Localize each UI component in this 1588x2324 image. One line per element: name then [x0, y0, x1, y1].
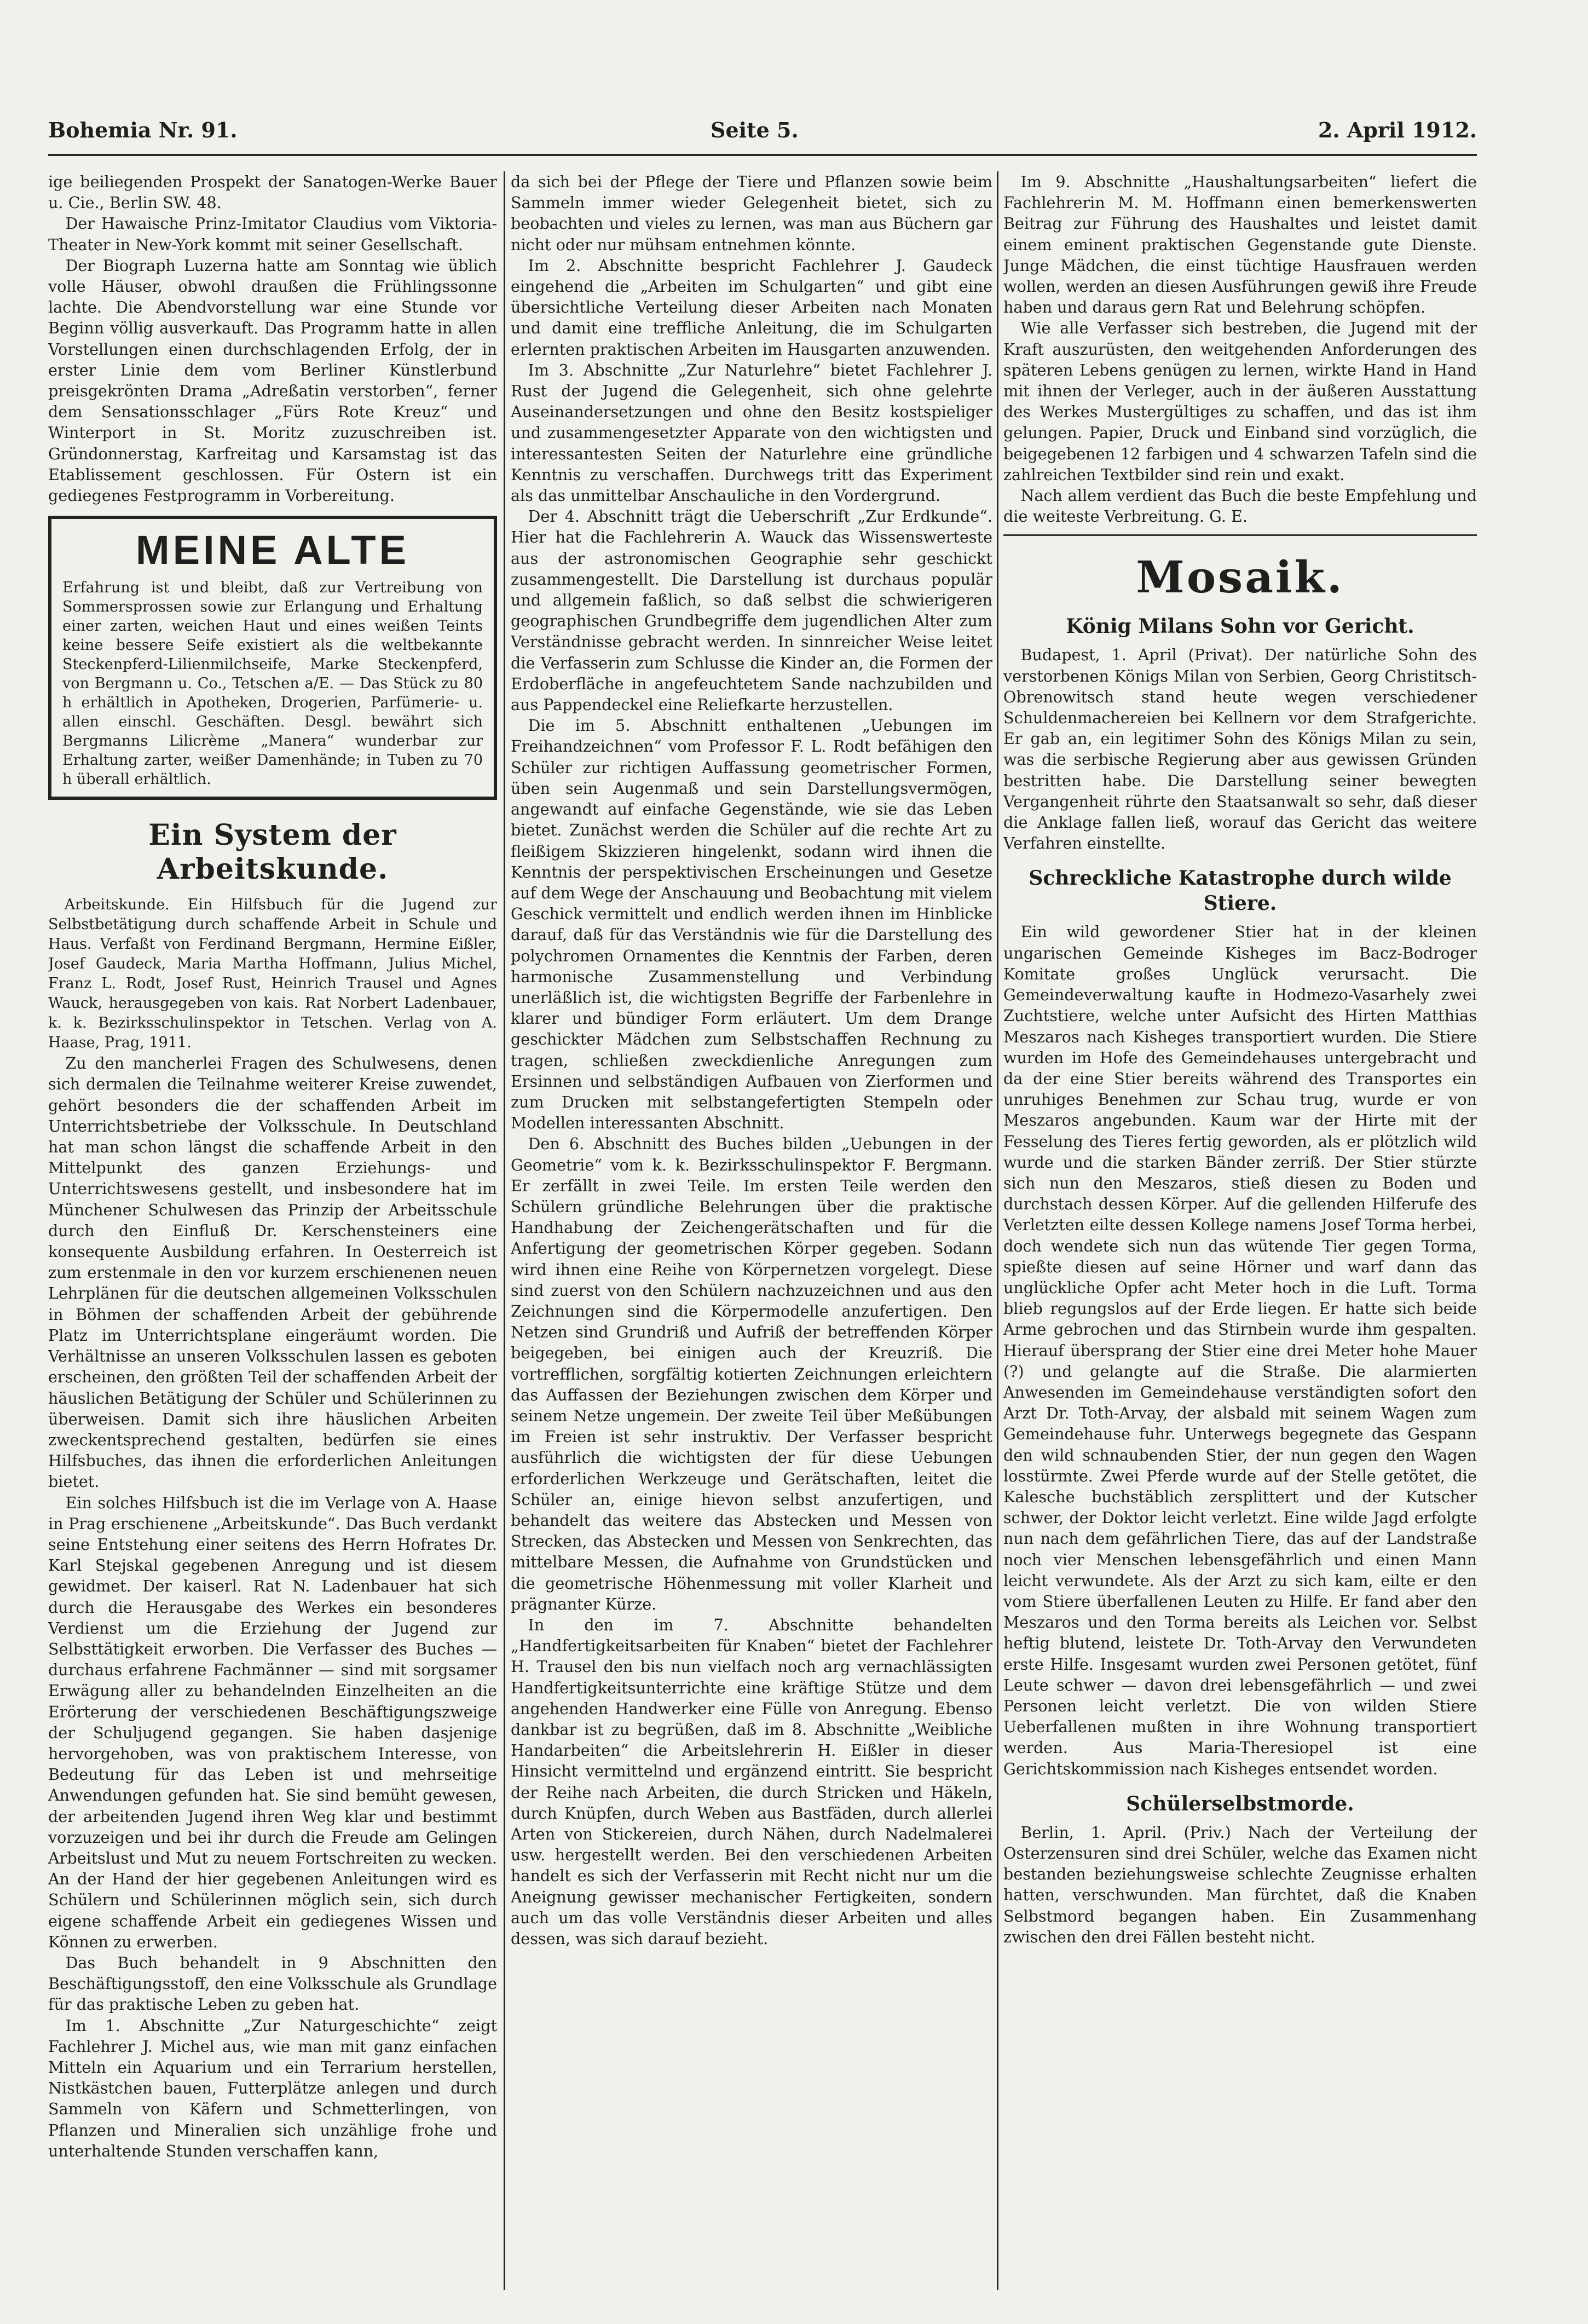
article-paragraph: Im 2. Abschnitte bespricht Fachlehrer J. Gaudeck eingehend die „Arbeiten im Schulgarten“ und gibt eine übersichtliche Verteilung dieser Arbeiten nach Monaten und damit eine treffliche Anleitung, die im Schulgarten erlernten praktischen Arbeiten im Hausgarten anzuwenden. — [511, 256, 992, 359]
section-heading-mosaik: Mosaik. — [1136, 551, 1344, 603]
advertisement-box — [48, 516, 497, 800]
column-3 — [1003, 171, 1477, 2296]
sanatogen-note: ige beiliegenden Prospekt der Sanatogen-Werke Bauer u. Cie., Berlin SW. 48. — [48, 172, 497, 212]
article-paragraph: Der 4. Abschnitt trägt die Ueberschrift „Zur Erdkunde“. Hier hat die Fachlehrerin A. Wauck das Wissenswerteste aus der astronomischen Geographie sehr geschickt zusammengestellt. Die Darstellung ist durchaus populär und allgemein faßlich, so daß selbst die schwierigeren geographischen Grundbegriffe dem jugendlichen Alter zum Verständnisse gebracht werden. In sinnreicher Weise leitet die Verfasserin zum Schlusse die Kinder an, die Formen der Erdoberfläche in angefeuchtetem Sande nachzubilden und aus Pappendeckel eine Reliefkarte herzustellen. — [511, 507, 992, 714]
newspaper-page — [48, 118, 1477, 2297]
biograph-note: Der Biograph Luzerna hatte am Sonntag wie üblich volle Häuser, obwohl draußen die Frühlingssonne lachte. Die Abendvorstellung war eine Stunde vor Beginn völlig ausverkauft. Das Programm hatte in allen Vorstellungen einen durchschlagenden Erfolg, der in erster Linie dem vom Berliner Künstlerbund preisgekrönten Drama „Adreßatin verstorben“, ferner dem Sensationsschlager „Fürs Rote Kreuz“ und Winterport in St. Moritz zuzuschreiben ist. Gründonnerstag, Karfreitag und Karsamstag ist das Etablissement geschlossen. Für Ostern ist ein gediegenes Festprogramm in Vorbereitung. — [48, 256, 497, 505]
header-page-number: Seite 5. — [711, 118, 799, 142]
header-paper-issue: Bohemia Nr. 91. — [48, 118, 238, 142]
article-paragraph: Ein solches Hilfsbuch ist die im Verlage von A. Haase in Prag erschienene „Arbeitskunde“. Das Buch verdankt seine Entstehung einer seitens des Herrn Hofrates Dr. Karl Stejskal gegebenen Anregung und ist diesem gewidmet. Der kaiserl. Rat N. Ladenbauer hat sich durch die Herausgabe des Werkes ein besonderes Verdienst um die Erziehung der Jugend zur Selbsttätigkeit erworben. Die Verfasser des Buches — durchaus erfahrene Fachmänner — sind mit sorgsamer Erwägung aller zu behandelnden Einzelheiten an die Erörterung der verschiedenen Beschäftigungszweige der Schuljugend gegangen. Sie haben dasjenige hervorgehoben, was von praktischem Interesse, von Bedeutung für das Leben ist und mehrseitige Anwendungen gefunden hat. Sie sind bemüht gewesen, der arbeitenden Jugend ihren Weg klar und bestimmt vorzuzeigen und bei ihr durch die Freude am Gelingen Arbeitslust und Mut zu neuem Fortschreiten zu wecken. An der Hand der hier gegebenen Anleitungen wird es Schülern und Schülerinnen möglich sein, sich durch eigene schaffende Arbeit ein gediegenes Wissen und Können zu erwerben. — [48, 1493, 497, 1951]
article-paragraph: Das Buch behandelt in 9 Abschnitten den Beschäftigungsstoff, den eine Volksschule als Grundlage für das praktische Leben zu geben hat. — [48, 1953, 497, 2014]
book-reference: Arbeitskunde. Ein Hilfsbuch für die Jugend zur Selbstbetätigung durch schaffende Arbeit in Schule und Haus. Verfaßt von Ferdinand Bergmann, Hermine Eißler, Josef Gaudeck, Maria Martha Hoffmann, Julius Michel, Franz L. Rodt, Josef Rust, Heinrich Trausel und Agnes Wauck, herausgegeben von kais. Rat Norbert Ladenbauer, k. k. Bezirksschulinspektor in Tetschen. Verlag von A. Haase, Prag, 1911. — [48, 896, 497, 1052]
column-divider-1 — [504, 171, 505, 2290]
article-paragraph: In den im 7. Abschnitte behandelten „Handfertigkeitsarbeiten für Knaben“ bietet der Fachlehrer H. Trausel den bis nun vielfach noch arg vernachlässigten Handfertigkeitsunterrichte eine kräftige Stütze und dem angehenden Handwerker eine Fülle von Anregung. Ebenso dankbar ist zu begrüßen, daß im 8. Abschnitte „Weibliche Handarbeiten“ die Arbeitslehrerin H. Eißler in dieser Hinsicht vermittelnd und ergänzend eintritt. Sie bespricht der Reihe nach Arbeiten, die durch Stricken und Häkeln, durch Knüpfen, durch Weben aus Bastfäden, durch allerlei Arten von Stickereien, durch Nähen, durch Nadelmalerei usw. hergestellt werden. Bei den verschiedenen Arbeiten handelt es sich der Verfasserin mit Recht nicht nur um die Aneignung gewisser mechanischer Fertigkeiten, sondern auch um das volle Verständnis dieser Arbeiten und alles dessen, was sich darauf bezieht. — [511, 1616, 992, 1948]
claudius-note: Der Hawaische Prinz-Imitator Claudius vom Viktoria-Theater in New-York kommt mit seiner Gesellschaft. — [48, 214, 497, 254]
article-paragraph: Im 9. Abschnitte „Haushaltungsarbeiten“ liefert die Fachlehrerin M. M. Hoffmann einen bemerkenswerten Beitrag zur Führung des Haushaltes und leistet damit einem eminent praktischen Gegenstande gute Dienste. Junge Mädchen, die einst tüchtige Hausfrauen werden wollen, werden an diesen Ausführungen gewiß ihre Freude haben und daraus gern Rat und Belehrung schöpfen. — [1003, 172, 1477, 317]
header-date: 2. April 1912. — [1318, 118, 1477, 142]
article-paragraph: da sich bei der Pflege der Tiere und Pflanzen sowie beim Sammeln immer wieder Gelegenheit bietet, sich zu beobachten und vieles zu lernen, was man aus Büchern gar nicht oder nur mühsam entnehmen könnte. — [511, 172, 992, 254]
column-2 — [511, 171, 992, 2296]
article-paragraph: Die im 5. Abschnitt enthaltenen „Uebungen im Freihandzeichnen“ vom Professor F. L. Rodt befähigen den Schüler zur richtigen Auffassung geometrischer Formen, üben sein Augenmaß und sein Darstellungsvermögen, angewandt auf einfache Gegenstände, wie sie das Leben bietet. Zunächst werden die Schüler auf die rechte Art zu fleißigem Skizzieren hingelenkt, sodann wird ihnen die Kenntnis der perspektivischen Erscheinungen und Gesetze auf dem Wege der Anschauung und Beobachtung mit vielem Geschick vermittelt und endlich werden ihnen im Hinblicke darauf, daß für das Verständnis wie für die Darstellung des polychromen Ornamentes die Kenntnis der Farben, deren harmonische Zusammenstellung und Verbindung unerläßlich ist, die wichtigsten Begriffe der Farbenlehre in klarer und bündiger Form erläutert. Um dem Drange geschickter Mädchen zum Selbstschaffen Rechnung zu tragen, schließen zweckdienliche Anregungen zum Ersinnen und selbständigen Aufbauen von Zierformen und zum Drucken mit selbstangefertigten Stempeln oder Modellen interessanten Abschnitt. — [511, 716, 992, 1133]
header-rule — [48, 154, 1477, 156]
article-paragraph: Berlin, 1. April. (Priv.) Nach der Verteilung der Osterzensuren sind drei Schüler, welche das Examen nicht bestanden beziehungsweise schlechte Zeugnisse erhalten hatten, verschwunden. Man fürchtet, daß die Knaben Selbstmord begangen haben. Ein Zusammenhang zwischen den drei Fällen besteht nicht. — [1003, 1823, 1477, 1946]
article-paragraph: Im 3. Abschnitte „Zur Naturlehre“ bietet Fachlehrer J. Rust der Jugend die Gelegenheit, sich ohne gelehrte Auseinandersetzungen und ohne den Besitz kostspieliger und zusammengesetzter Apparate von den wichtigsten und interessantesten Seiten der Naturlehre eine gründliche Kenntnis zu verschaffen. Durchwegs tritt das Experiment als das unmittelbar Anschauliche in den Vordergrund. — [511, 360, 992, 505]
article-paragraph: Den 6. Abschnitt des Buches bilden „Uebungen in der Geometrie“ vom k. k. Bezirksschulinspektor F. Bergmann. Er zerfällt in zwei Teile. Im ersten Teile werden den Schülern gründliche Belehrungen über die praktische Handhabung der Zeichengerätschaften und für die Anfertigung der geometrischen Körper gegeben. Sodann wird ihnen eine Reihe von Körpernetzen vorgelegt. Diese sind zuerst von den Schülern nachzuzeichnen und aus den Zeichnungen sind die Körpermodelle anzufertigen. Den Netzen sind Grundriß und Aufriß der betreffenden Körper beigegeben, bei einigen auch der Kreuzriß. Die vortrefflichen, sorgfältig kotierten Zeichnungen erleichtern das Auffassen der Beziehungen zwischen dem Körper und seinem Netze ungemein. Der zweite Teil über Meßübungen im Freien ist sehr instruktiv. Der Verfasser bespricht ausführlich die wichtigsten der für diese Uebungen erforderlichen Werkzeuge und Gerätschaften, leitet die Schüler an, einige hievon selbst anzufertigen, und behandelt das weitere das Abstecken und Messen von Strecken, das Abstecken und Messen von Senkrechten, das mittelbare Messen, die Aufnahme von Grundstücken und die geometrische Höhenmessung mit voller Klarheit und prägnanter Kürze. — [511, 1134, 992, 1613]
article-paragraph: Im 1. Abschnitte „Zur Naturgeschichte“ zeigt Fachlehrer J. Michel aus, wie man mit ganz einfachen Mitteln ein Aquarium und ein Terrarium herstellen, Nistkästchen bauen, Futterplätze anlegen und durch Sammeln von Käfern und Schmetterlingen, von Pflanzen und Mineralien sich unzählige frohe und unterhaltende Stunden verschaffen kann, — [48, 2016, 497, 2160]
article-heading-milan: König Milans Sohn vor Gericht. — [1066, 615, 1414, 638]
article-heading-schueler: Schülerselbstmorde. — [1126, 1792, 1354, 1815]
article-paragraph: Budapest, 1. April (Privat). Der natürliche Sohn des verstorbenen Königs Milan von Serbien, Georg Christitsch-Obrenowitsch stand heute wegen verschiedener Schuldenmachereien bei Kellnern vor dem Strafgerichte. Er gab an, ein legitimer Sohn des Königs Milan zu sein, was die serbische Regierung aber aus gewissen Gründen bestritten habe. Die Darstellung seiner bewegten Vergangenheit rührte den Staatsanwalt so sehr, daß dieser die Anklage fallen ließ, worauf das Gericht das weitere Verfahren einstellte. — [1003, 645, 1477, 853]
article-paragraph: Ein wild gewordener Stier hat in der kleinen ungarischen Gemeinde Kisheges im Bacz-Bodroger Komitate großes Unglück verursacht. Die Gemeindeverwaltung kaufte in Hodmezo-Vasarhely zwei Zuchtstiere, welche unter Aufsicht des Hirten Matthias Meszaros nach Kisheges transportiert wurden. Die Stiere wurden im Hofe des Gemeindehauses untergebracht und da der eine Stier bereits während des Transportes ein unruhiges Benehmen zur Schau trug, wurde er von Meszaros angebunden. Kaum war der Hirte mit der Fesselung des Tieres fertig geworden, als er plötzlich wild wurde und die starken Bänder zerriß. Der Stier stürzte sich nun den Meszaros, stieß diesen zu Boden und durchstach dessen Körper. Auf die gellenden Hilferufe des Verletzten eilte dessen Kollege namens Josef Torma herbei, doch wendete sich nun das wütende Tier gegen Torma, spießte diesen auf seine Hörner und warf dann das unglückliche Opfer acht Meter hoch in die Luft. Torma blieb regungslos auf der Erde liegen. Er hatte sich beide Arme gebrochen und das Stirnbein wurde ihm gespalten. Hierauf übersprang der Stier eine drei Meter hohe Mauer (?) und gelangte auf die Straße. Die alarmierten Anwesenden im Gemeindehause verständigten sofort den Arzt Dr. Toth-Arvay, der alsbald mit seinem Wagen zum Gemeindehause fuhr. Unterwegs begegnete das Gespann den wild schnaubenden Stier, der nun gegen den Wagen losstürmte. Zwei Pferde wurde auf der Stelle getötet, die Kalesche buchstäblich zersplittert und der Kutscher schwer, der Doktor leicht verletzt. Eine wilde Jagd erfolgte nun nach dem gefährlichen Tiere, das auf der Landstraße noch vier Menschen lebensgefährlich und einen Mann leicht verwundete. Als der Arzt zu sich kam, eilte er den vom Stiere überfallenen Leuten zu Hilfe. Er fand aber den Meszaros und den Torma bereits als Leichen vor. Selbst heftig blutend, leistete Dr. Toth-Arvay den Verwundeten erste Hilfe. Insgesamt wurden zwei Personen getötet, fünf Leute schwer — davon drei lebensgefährlich — und zwei Personen leicht verletzt. Die von wilden Stiere Ueberfallenen mußten in ihre Wohnung transportiert werden. Aus Maria-Theresiopel ist eine Gerichtskommission nach Kisheges entsendet worden. — [1003, 922, 1477, 1778]
advertisement-title: MEINE ALTE — [136, 527, 409, 573]
article-heading-stiere: Schreckliche Katastrophe durch wilde Stiere. — [1029, 867, 1452, 915]
column-1 — [48, 171, 497, 2296]
advertisement-text: Erfahrung ist und bleibt, daß zur Vertreibung von Sommersprossen sowie zur Erlangung und Erhaltung einer zarten, weichen Haut und eines weißen Teints keine bessere Seife existiert als die weltbekannte Steckenpferd-Lilienmilchseife, Marke Steckenpferd, von Bergmann u. Co., Tetschen a/E. — Das Stück zu 80 h erhältlich in Apotheken, Drogerien, Parfümerie- u. allen einschl. Geschäften. Desgl. bewährt sich Bergmanns Lilicrème „Manera“ wunderbar zur Erhaltung zarter, weißer Damenhände; in Tuben zu 70 h überall erhältlich. — [62, 579, 483, 788]
article-heading-arbeitskunde: Ein System der Arbeitskunde. — [148, 818, 397, 886]
page-header — [48, 118, 1477, 153]
article-paragraph: Wie alle Verfasser sich bestreben, die Jugend mit der Kraft auszurüsten, den weitgehenden Anforderungen des späteren Lebens genügen zu lernen, wirkte Hand in Hand mit ihnen der Verleger, auch in der äußeren Ausstattung des Werkes Mustergültiges zu schaffen, und das ist ihm gelungen. Papier, Druck und Einband sind vorzüglich, die beigegebenen 12 farbigen und 4 schwarzen Tafeln sind die zahlreichen Textbilder sind rein und exakt. — [1003, 319, 1477, 484]
section-rule — [1003, 534, 1477, 536]
column-divider-2 — [997, 171, 998, 2290]
article-paragraph: Zu den mancherlei Fragen des Schulwesens, denen sich dermalen die Teilnahme weiterer Kreise zuwendet, gehört besonders die der schaffenden Arbeit im Unterrichtsbetriebe der Volksschule. In Deutschland hat man schon längst die schaffende Arbeit in den Mittelpunkt des ganzen Erziehungs- und Unterrichtswesens gestellt, und insbesondere hat im Münchener Schulwesen das Prinzip der Arbeitsschule durch den Einfluß Dr. Kerschensteiners eine konsequente Ausbildung erfahren. In Oesterreich ist zum erstenmale in den vor kurzem erschienenen neuen Lehrplänen für die deutschen allgemeinen Volksschulen in Böhmen der schaffenden Arbeit der gebührende Platz im Unterrichtsplane eingeräumt worden. Die Verhältnisse an unseren Volksschulen lassen es geboten erscheinen, den größten Teil der schaffenden Arbeit der häuslichen Betätigung der Schüler und Schülerinnen zu überweisen. Damit sich ihre häuslichen Arbeiten zweckentsprechend gestalten, bedürfen sie eines Hilfsbuches, das ihnen die erforderlichen Anleitungen bietet. — [48, 1054, 497, 1491]
article-paragraph: Nach allem verdient das Buch die beste Empfehlung und die weiteste Verbreitung. G. E. — [1003, 486, 1477, 526]
